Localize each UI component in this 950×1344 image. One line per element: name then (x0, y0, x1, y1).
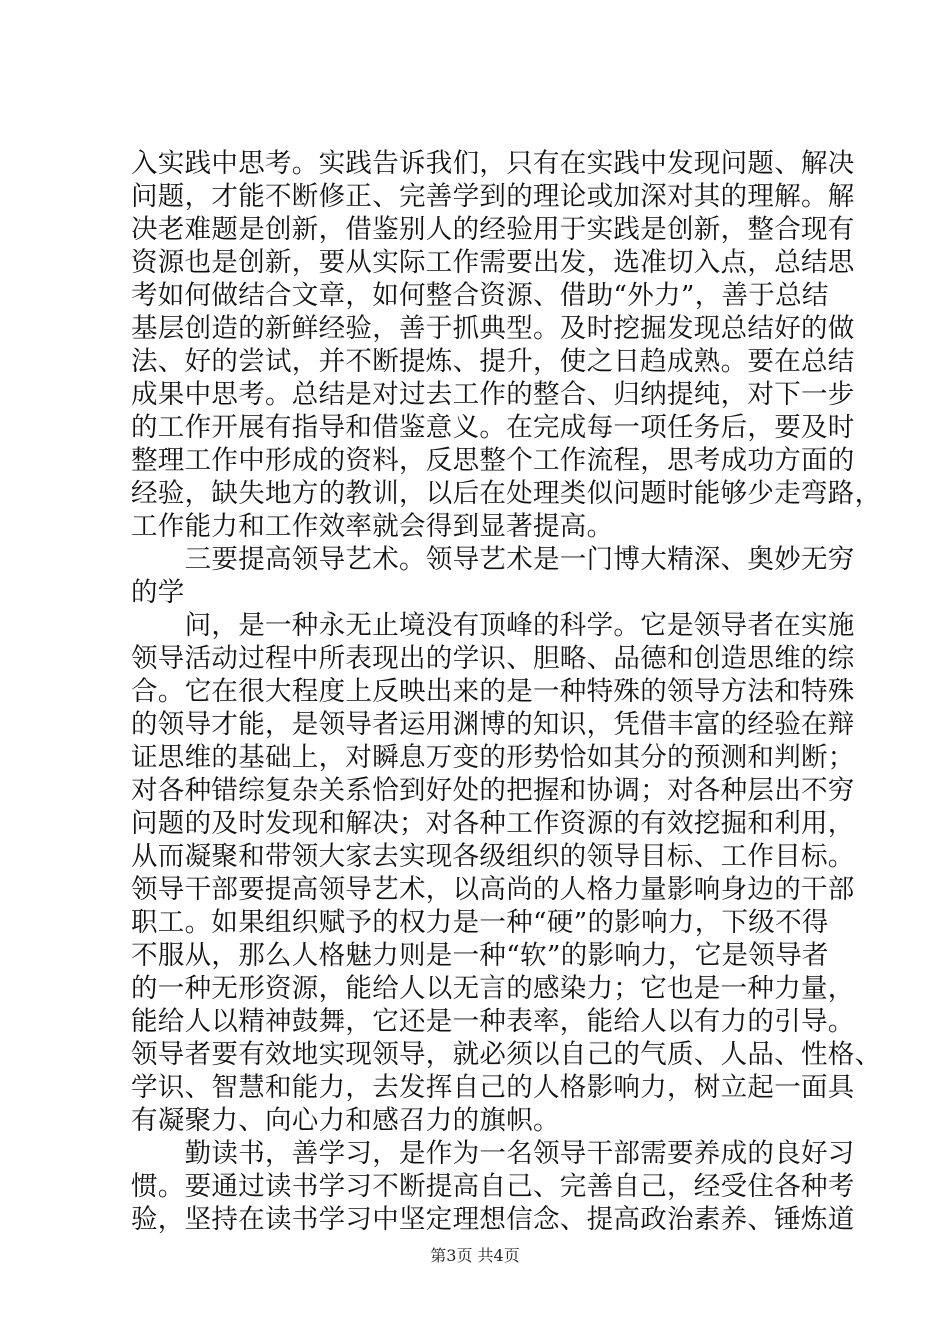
text-line: 法、好的尝试，并不断提炼、提升，使之日趋成熟。要在总结 (131, 346, 855, 377)
text-line: 成果中思考。总结是对过去工作的整合、归纳提纯，对下一步 (131, 379, 855, 410)
text-line: 考如何做结合文章，如何整合资源、借助“外力”，善于总结 (131, 280, 829, 311)
text-line: 惯。要通过读书学习不断提高自己、完善自己，经受住各种考 (131, 1171, 855, 1202)
text-line: 整理工作中形成的资料，反思整个工作流程，思考成功方面的 (131, 445, 855, 476)
text-line: 问题的及时发现和解决；对各种工作资源的有效挖掘和利用， (131, 808, 855, 839)
page-number-footer: 第3页 共4页 (430, 1246, 520, 1265)
text-line: 领导者要有效地实现领导，就必须以自己的气质、人品、性格、 (131, 1039, 882, 1070)
text-line: 基层创造的新鲜经验，善于抓典型。及时挖掘发现总结好的做 (131, 313, 855, 344)
text-line: 工作能力和工作效率就会得到显著提高。 (131, 511, 614, 542)
text-line: 资源也是创新，要从实际工作需要出发，选准切入点，总结思 (131, 247, 855, 278)
text-line: 验，坚持在读书学习中坚定理想信念、提高政治素养、锤炼道 (131, 1204, 855, 1235)
text-line: 的领导才能，是领导者运用渊博的知识，凭借丰富的经验在辩 (131, 709, 855, 740)
text-line: 学识、智慧和能力，去发挥自己的人格影响力，树立起一面具 (131, 1072, 855, 1103)
text-line: 不服从，那么人格魅力则是一种“软”的影响力，它是领导者 (131, 940, 829, 971)
text-line: 领导干部要提高领导艺术，以高尚的人格力量影响身边的干部 (131, 874, 855, 905)
text-line: 勤读书，善学习，是作为一名领导干部需要养成的良好习 (131, 1138, 855, 1169)
text-line: 经验，缺失地方的教训，以后在处理类似问题时能够少走弯路， (131, 478, 882, 509)
text-line: 的工作开展有指导和借鉴意义。在完成每一项任务后，要及时 (131, 412, 855, 443)
text-line: 入实践中思考。实践告诉我们，只有在实践中发现问题、解决 (131, 148, 855, 179)
text-line: 从而凝聚和带领大家去实现各级组织的领导目标、工作目标。 (131, 841, 855, 872)
document-body (131, 147, 882, 1236)
text-line: 的学 (131, 577, 185, 608)
text-line: 的一种无形资源，能给人以无言的感染力；它也是一种力量， (131, 973, 855, 1004)
text-line: 问题，才能不断修正、完善学到的理论或加深对其的理解。解 (131, 181, 855, 212)
text-line: 问，是一种永无止境没有顶峰的科学。它是领导者在实施 (131, 610, 855, 641)
text-line: 证思维的基础上，对瞬息万变的形势恰如其分的预测和判断； (131, 742, 855, 773)
text-line: 领导活动过程中所表现出的学识、胆略、品德和创造思维的综 (131, 643, 855, 674)
text-line: 有凝聚力、向心力和感召力的旗帜。 (131, 1105, 560, 1136)
text-line: 对各种错综复杂关系恰到好处的把握和协调；对各种层出不穷 (131, 775, 855, 806)
text-line: 能给人以精神鼓舞，它还是一种表率，能给人以有力的引导。 (131, 1006, 855, 1037)
text-line: 决老难题是创新，借鉴别人的经验用于实践是创新，整合现有 (131, 214, 855, 245)
text-line: 职工。如果组织赋予的权力是一种“硬”的影响力，下级不得 (131, 907, 829, 938)
text-line: 合。它在很大程度上反映出来的是一种特殊的领导方法和特殊 (131, 676, 855, 707)
text-line: 三要提高领导艺术。领导艺术是一门博大精深、奥妙无穷 (131, 544, 855, 575)
